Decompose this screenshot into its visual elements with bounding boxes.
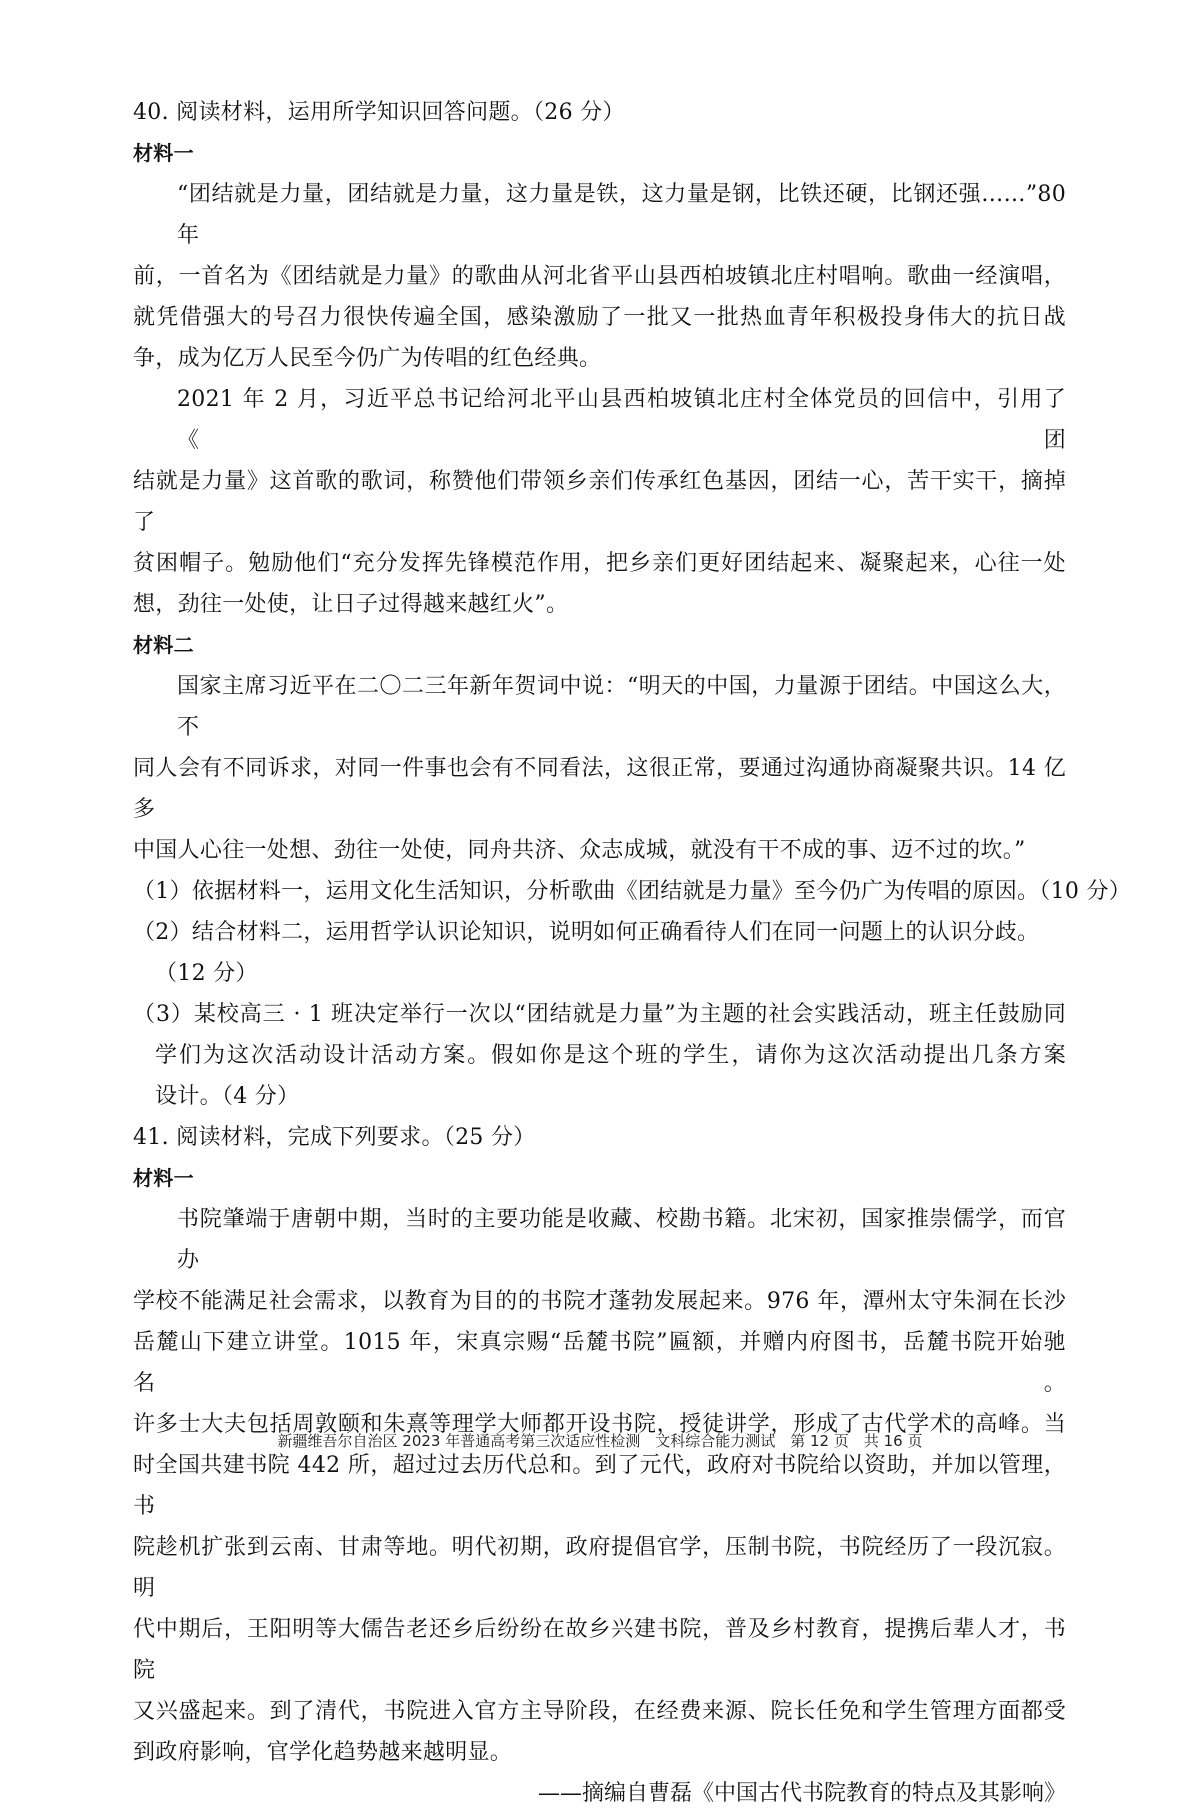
text-line: 同人会有不同诉求，对同一件事也会有不同看法，这很正常，要通过沟通协商凝聚共识。14 亿多: [133, 756, 1066, 822]
text-line: 到政府影响，官学化趋势越来越明显。: [133, 1740, 513, 1765]
q40-sub-question-1: [133, 871, 1132, 912]
text-line: （2）结合材料二，运用哲学认识论知识，说明如何正确看待人们在同一问题上的认识分歧。: [133, 920, 1040, 945]
q40-material-1-paragraph-2: [133, 379, 1066, 625]
q40-sub-question-2: [133, 912, 1066, 994]
text-line: 学们为这次活动设计活动方案。假如你是这个班的学生，请你为这次活动提出几条方案: [155, 1043, 1066, 1068]
text-line: 结就是力量》这首歌的歌词，称赞他们带领乡亲们传承红色基因，团结一心，苦干实干，摘掉了: [133, 469, 1066, 535]
material-heading: 材料一: [133, 141, 194, 165]
question-40-title: 40. 阅读材料，运用所学知识回答问题。（26 分）: [133, 100, 625, 125]
text-line: 中国人心往一处想、劲往一处使，同舟共济、众志成城，就没有干不成的事、迈不过的坎。”: [133, 838, 1026, 863]
q40-material-1-paragraph-1: [133, 174, 1066, 379]
text-line: 又兴盛起来。到了清代，书院进入官方主导阶段，在经费来源、院长任免和学生管理方面都受: [133, 1699, 1066, 1724]
text-line: 岳麓山下建立讲堂。1015 年，宋真宗赐“岳麓书院”匾额，并赠内府图书，岳麓书院开始驰名。: [133, 1330, 1066, 1396]
text-line: 许多士大夫包括周敦颐和朱熹等理学大师都开设书院，授徒讲学，形成了古代学术的高峰。当: [133, 1412, 1066, 1437]
text-line: “团结就是力量，团结就是力量，这力量是铁，这力量是钢，比铁还硬，比钢还强……”80 年: [177, 182, 1066, 248]
text-line: 院趁机扩张到云南、甘肃等地。明代初期，政府提倡官学，压制书院，书院经历了一段沉寂。明: [133, 1535, 1066, 1601]
text-line: 学校不能满足社会需求，以教育为目的的书院才蓬勃发展起来。976 年，潭州太守朱洞在长沙: [133, 1289, 1066, 1314]
q41-material-1-paragraph: [133, 1199, 1066, 1773]
text-line: 时全国共建书院 442 所，超过过去历代总和。到了元代，政府对书院给以资助，并加以管理，书: [133, 1453, 1066, 1519]
text-line: 国家主席习近平在二〇二三年新年贺词中说：“明天的中国，力量源于团结。中国这么大，不: [177, 674, 1066, 740]
text-line: 代中期后，王阳明等大儒告老还乡后纷纷在故乡兴建书院，普及乡村教育，提携后辈人才，书院: [133, 1617, 1066, 1683]
question-41-title: 41. 阅读材料，完成下列要求。（25 分）: [133, 1125, 536, 1150]
material-heading: 材料一: [133, 1166, 194, 1190]
text-line: （1）依据材料一，运用文化生活知识，分析歌曲《团结就是力量》至今仍广为传唱的原因。（10 分）: [133, 879, 1132, 904]
text-line: 争，成为亿万人民至今仍广为传唱的红色经典。: [133, 346, 602, 371]
material-source-citation: ——摘编自曹磊《中国古代书院教育的特点及其影响》: [537, 1781, 1066, 1806]
text-line: 贫困帽子。勉励他们“充分发挥先锋模范作用，把乡亲们更好团结起来、凝聚起来，心往一处: [133, 551, 1066, 576]
text-line: 2021 年 2 月，习近平总书记给河北平山县西柏坡镇北庄村全体党员的回信中，引用了《团: [177, 387, 1066, 453]
q40-sub-question-3: [133, 994, 1066, 1117]
text-line: 想，劲往一处使，让日子过得越来越红火”。: [133, 592, 569, 617]
text-line: （12 分）: [155, 961, 258, 986]
material-heading: 材料二: [133, 633, 194, 657]
text-line: （3）某校高三 · 1 班决定举行一次以“团结就是力量”为主题的社会实践活动，班主任鼓励同: [133, 1002, 1066, 1027]
exam-page: [133, 92, 1132, 1814]
text-line: 设计。（4 分）: [155, 1084, 300, 1109]
q40-material-2-paragraph: [133, 666, 1066, 871]
text-line: 前，一首名为《团结就是力量》的歌曲从河北省平山县西柏坡镇北庄村唱响。歌曲一经演唱，: [133, 264, 1066, 289]
text-line: 就凭借强大的号召力很快传遍全国，感染激励了一批又一批热血青年积极投身伟大的抗日战: [133, 305, 1066, 330]
text-line: 书院肇端于唐朝中期，当时的主要功能是收藏、校勘书籍。北宋初，国家推崇儒学，而官办: [177, 1207, 1066, 1273]
page-footer: 新疆维吾尔自治区 2023 年普通高考第三次适应性检测 文科综合能力测试 第 12 页 共 16 页: [277, 1432, 923, 1450]
